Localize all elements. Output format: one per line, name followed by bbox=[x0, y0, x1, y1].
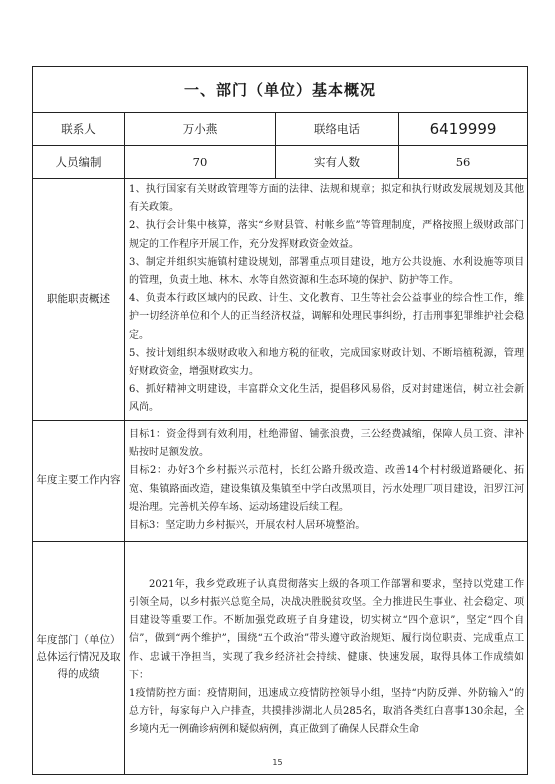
staff-actual-value: 56 bbox=[399, 146, 528, 179]
duty-item: 6、抓好精神文明建设，丰富群众文化生活，提倡移风易俗，反对封建迷信，树立社会新风尚。 bbox=[129, 384, 525, 414]
performance-row bbox=[33, 541, 528, 774]
contact-name: 万小燕 bbox=[125, 113, 276, 146]
performance-content bbox=[125, 541, 528, 774]
staff-quota-label: 人员编制 bbox=[33, 146, 125, 179]
page-number: 15 bbox=[272, 758, 283, 767]
staff-row bbox=[33, 146, 528, 179]
contact-row bbox=[33, 113, 528, 146]
performance-paragraph: 2021年，我乡党政班子认真贯彻落实上级的各项工作部署和要求，坚持以党建工作引领全局，以乡村振兴总览全局，决战决胜脱贫攻坚。全力推进民生事业、社会稳定、项目建设等重要工作。不断加强党政班子自身建设，切实树立“四个意识”，坚定“四个自信”，做到“两个维护”，围绕“五个政治”带头遵守政治规矩、履行岗位职责、完成重点工作、忠诚干净担当，实现了我乡经济社会持续、健康、快速发展，取得具体工作成绩如下： bbox=[129, 578, 525, 681]
staff-actual-label: 实有人数 bbox=[276, 146, 399, 179]
duties-row bbox=[33, 179, 528, 421]
goals-content bbox=[125, 420, 528, 541]
performance-label: 年度部门（单位）总体运行情况及取得的成绩 bbox=[33, 541, 125, 774]
duty-item: 3、制定并组织实施镇村建设规划，部署重点项目建设，地方公共设施、水利设施等项目的管理，负责土地、林木、水等自然资源和生态环境的保护、防护等工作。 bbox=[129, 256, 525, 287]
performance-paragraph: 1疫情防控方面：疫情期间，迅速成立疫情防控领导小组，坚持“内防反弹、外防输入”的总方针，每家每户入户排查，共摸排涉湖北人员285名，取消各类红白喜事130余起，全乡境内无一例确诊病例和疑似病例，真正做到了确保人民群众生命 bbox=[129, 687, 525, 736]
goal-item: 目标3：坚定助力乡村振兴，开展农村人居环境整治。 bbox=[129, 520, 366, 532]
duty-item: 2、执行会计集中核算，落实“乡财县管、村帐乡监”等管理制度，严格按照上级财政部门规定的工作程序开展工作，充分发挥财政资金效益。 bbox=[129, 220, 525, 250]
phone-value: 6419999 bbox=[399, 113, 528, 146]
staff-quota-value: 70 bbox=[125, 146, 276, 179]
duty-item: 5、按计划组织本级财政收入和地方税的征收，完成国家财政计划、不断培植税源，管理好财政资金，增强财政实力。 bbox=[129, 347, 525, 378]
basic-info-sheet bbox=[32, 66, 527, 752]
duties-label: 职能职责概述 bbox=[33, 179, 125, 421]
contact-label: 联系人 bbox=[33, 113, 125, 146]
basic-info-table bbox=[32, 66, 528, 775]
goals-row bbox=[33, 420, 528, 541]
duty-item: 4、负责本行政区域内的民政、计生、文化教育、卫生等社会公益事业的综合性工作，维护一切经济单位和个人的正当经济权益，调解和处理民事纠纷，打击刑事犯罪维护社会稳定。 bbox=[129, 293, 525, 341]
section-title: 一、部门（单位）基本概况 bbox=[33, 67, 528, 113]
goal-item: 目标1：资金得到有效利用，杜绝滞留、铺张浪费，三公经费减缩，保障人员工资、津补贴按时足额发放。 bbox=[129, 429, 525, 459]
duties-content bbox=[125, 179, 528, 421]
duty-item: 1、执行国家有关财政管理等方面的法律、法规和规章；拟定和执行财政发展规划及其他有关政策。 bbox=[129, 184, 525, 214]
goals-label: 年度主要工作内容 bbox=[33, 420, 125, 541]
goal-item: 目标2：办好3个乡村振兴示范村，长红公路升级改造、改善14个村村级道路硬化、拓宽、集镇路面改造，建设集镇及集镇至中学白改黑项目，污水处理厂项目建设，汨罗江河堤治理。完善机关停车场、运动场建设后续工程。 bbox=[129, 465, 525, 513]
phone-label: 联络电话 bbox=[276, 113, 399, 146]
